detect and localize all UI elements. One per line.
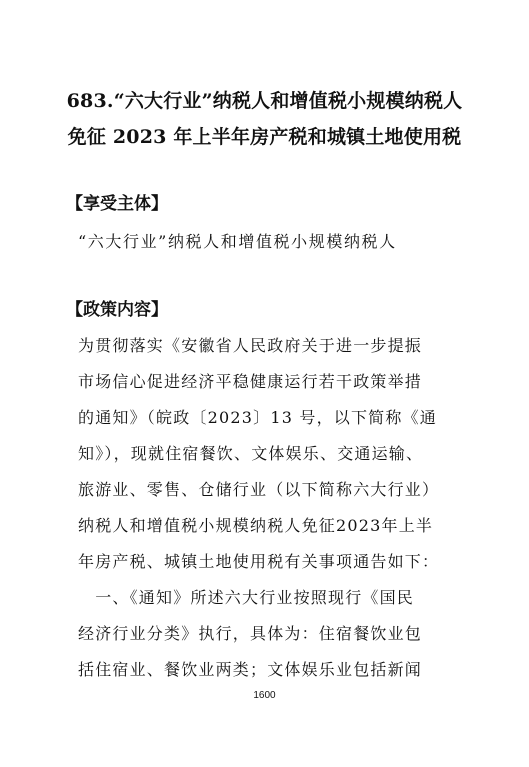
body-line: 的通知》（皖政〔2023〕13 号，以下简称《通 bbox=[78, 408, 437, 427]
subject-text: “六大行业”纳税人和增值税小规模纳税人 bbox=[78, 232, 397, 251]
document-title-line-1: 683.“六大行业”纳税人和增值税小规模纳税人 bbox=[66, 90, 463, 112]
body-line: 旅游业、零售、仓储行业（以下简称六大行业） bbox=[78, 480, 440, 499]
body-line: 为贯彻落实《安徽省人民政府关于进一步提振 bbox=[78, 336, 423, 355]
body-line: 年房产税、城镇土地使用税有关事项通告如下： bbox=[78, 552, 440, 571]
body-line: 括住宿业、餐饮业两类；文体娱乐业包括新闻 bbox=[78, 660, 423, 679]
body-line: 一、《通知》所述六大行业按照现行《国民 bbox=[78, 588, 415, 607]
document-title-line-2: 免征 2023 年上半年房产税和城镇土地使用税 bbox=[67, 126, 462, 148]
body-line: 市场信心促进经济平稳健康运行若干政策举措 bbox=[78, 372, 423, 391]
body-line: 纳税人和增值税小规模纳税人免征2023年上半 bbox=[78, 516, 434, 535]
body-line: 知》），现就住宿餐饮、文体娱乐、交通运输、 bbox=[78, 444, 424, 463]
page-number: 1600 bbox=[253, 690, 276, 701]
body-line: 经济行业分类》执行，具体为：住宿餐饮业包 bbox=[78, 624, 423, 643]
content-heading: 【政策内容】 bbox=[66, 300, 168, 320]
subject-heading: 【享受主体】 bbox=[66, 194, 168, 214]
